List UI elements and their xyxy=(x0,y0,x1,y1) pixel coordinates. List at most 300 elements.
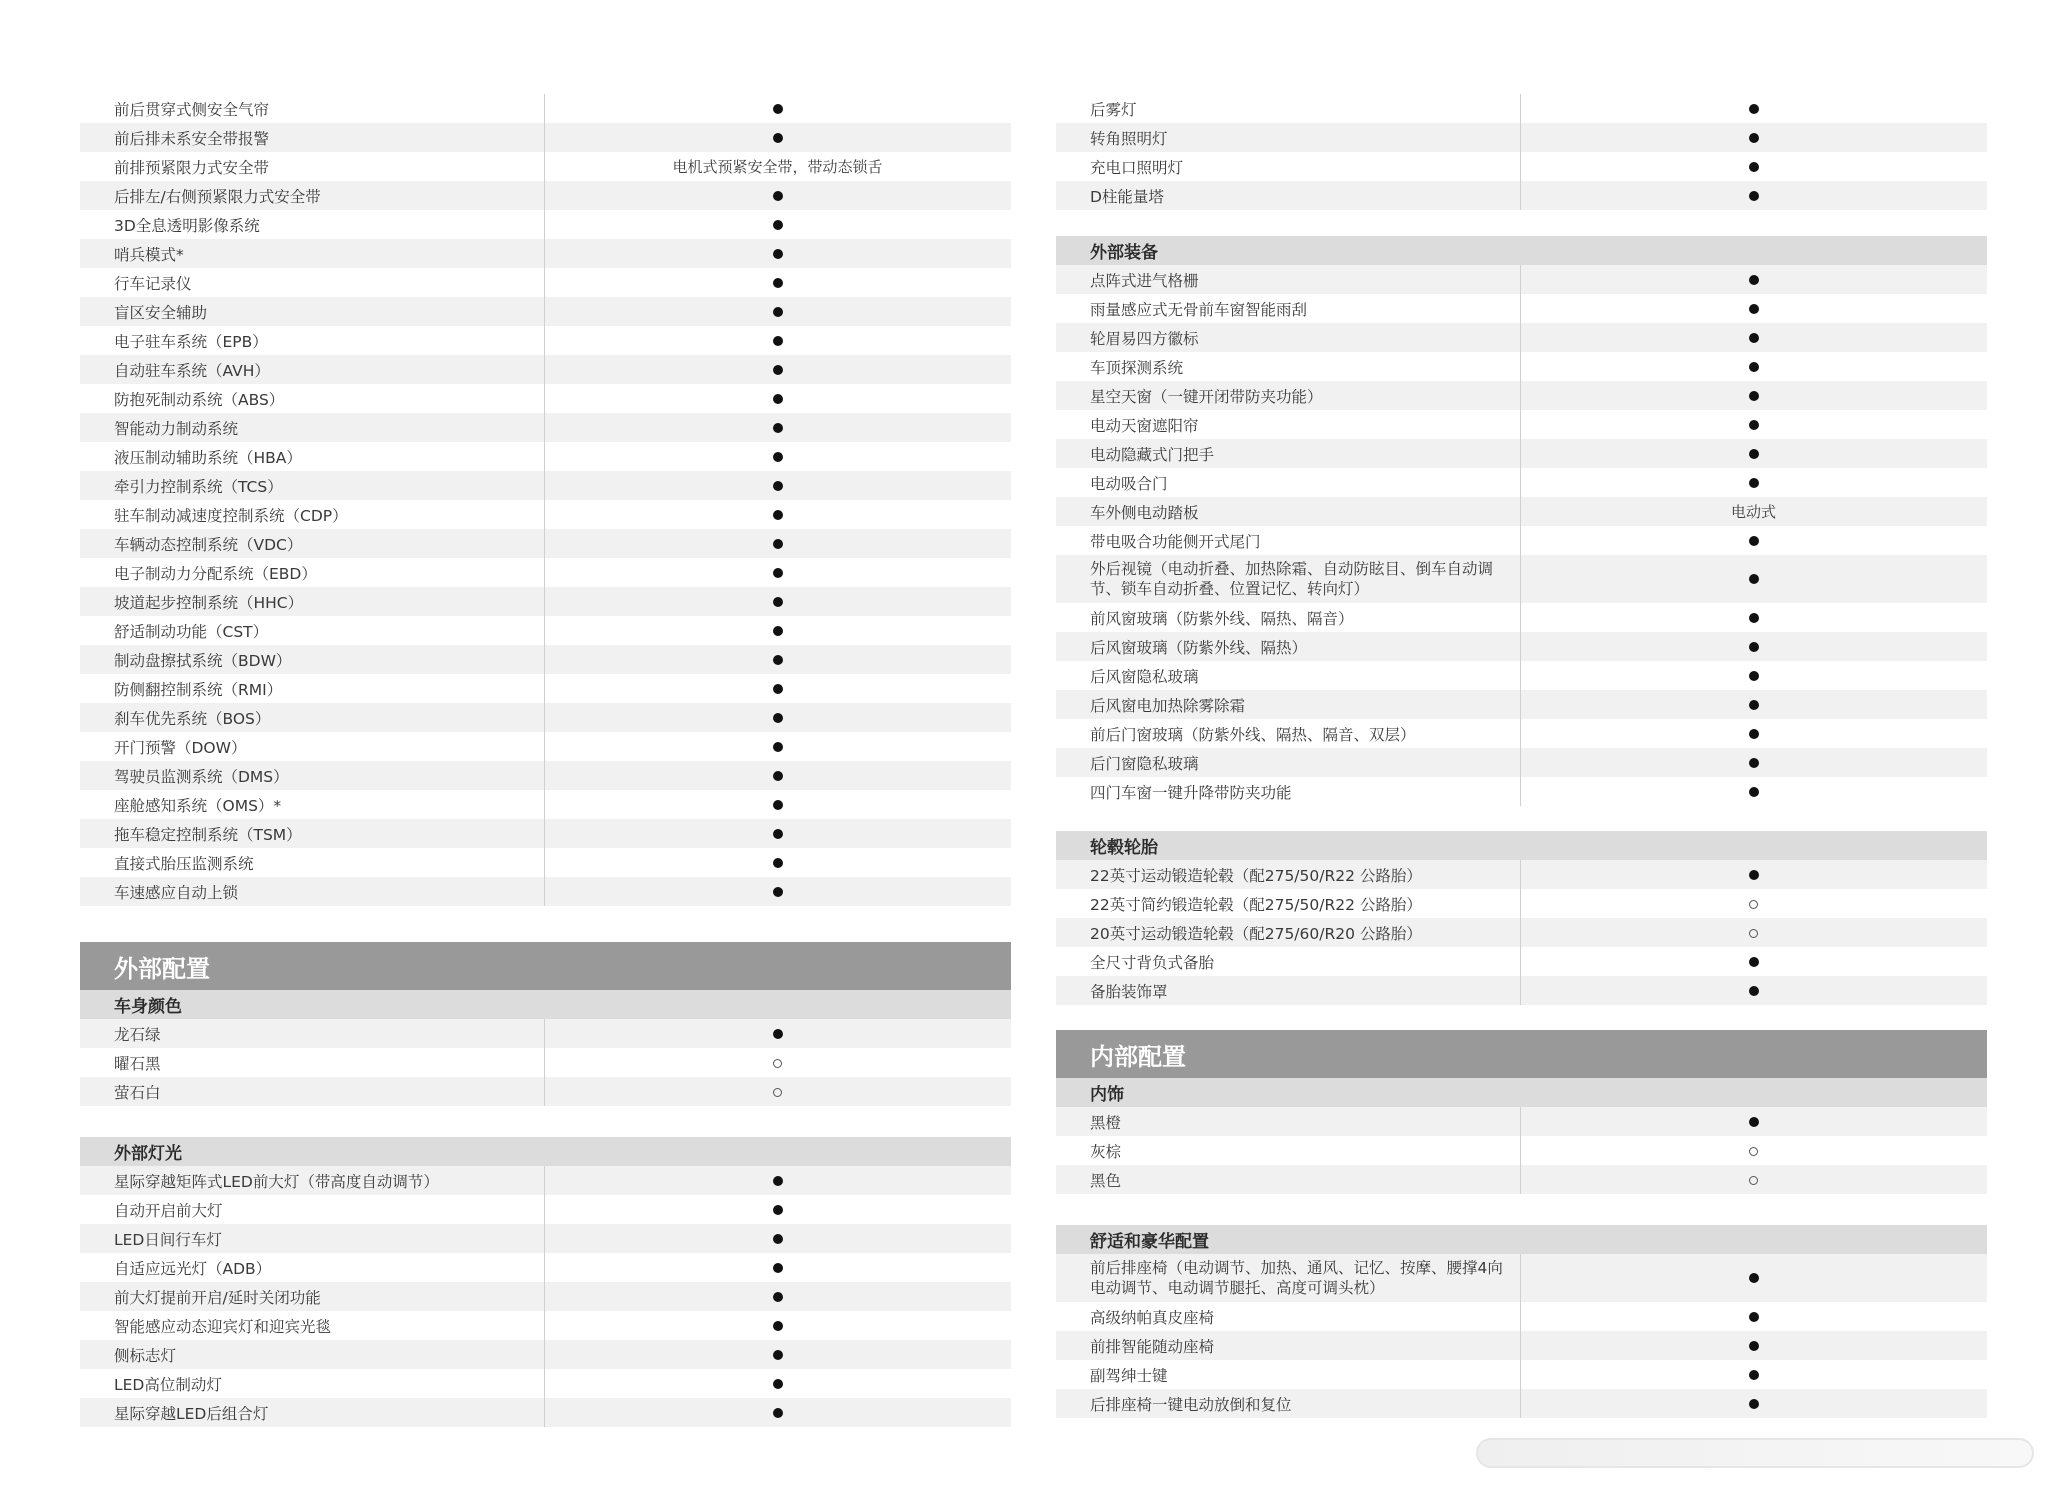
spec-row xyxy=(1056,323,1987,352)
spec-row xyxy=(1056,555,1987,603)
standard-mark-icon xyxy=(773,278,783,288)
optional-mark-icon xyxy=(1749,900,1758,909)
spec-value xyxy=(544,883,1011,901)
column-divider xyxy=(1520,381,1521,410)
spec-value xyxy=(1520,696,1987,714)
spec-value xyxy=(544,1054,1011,1072)
column-divider xyxy=(544,297,545,326)
spec-row xyxy=(80,1019,1011,1048)
spec-row xyxy=(1056,661,1987,690)
spec-value xyxy=(544,100,1011,118)
standard-mark-icon xyxy=(1749,133,1759,143)
column-divider xyxy=(1520,719,1521,748)
standard-mark-icon xyxy=(1749,1399,1759,1409)
standard-mark-icon xyxy=(1749,613,1759,623)
spec-value xyxy=(544,1025,1011,1043)
column-divider xyxy=(1520,632,1521,661)
column-divider xyxy=(1520,1165,1521,1194)
spec-row xyxy=(80,384,1011,413)
standard-mark-icon xyxy=(773,887,783,897)
spec-value xyxy=(544,506,1011,524)
column-divider xyxy=(544,848,545,877)
spec-label: 3D全息透明影像系统 xyxy=(114,216,260,235)
spec-value: 电机式预紧安全带，带动态锁舌 xyxy=(672,158,883,176)
column-divider xyxy=(544,1282,545,1311)
spec-label: 防抱死制动系统（ABS） xyxy=(114,390,285,409)
column-divider xyxy=(1520,947,1521,976)
standard-mark-icon xyxy=(773,423,783,433)
standard-mark-icon xyxy=(773,1321,783,1331)
spec-label: 后排左/右侧预紧限力式安全带 xyxy=(114,187,321,206)
spec-row xyxy=(80,1369,1011,1398)
column-divider xyxy=(544,442,545,471)
spec-value xyxy=(1520,1337,1987,1355)
spec-row xyxy=(1056,1254,1987,1302)
spec-row xyxy=(80,326,1011,355)
column-divider xyxy=(1520,152,1521,181)
standard-mark-icon xyxy=(773,1029,783,1039)
spec-value xyxy=(1520,271,1987,289)
safety-table xyxy=(80,94,1011,906)
spec-value xyxy=(544,854,1011,872)
spec-value xyxy=(1520,1395,1987,1413)
spec-label: 后风窗隐私玻璃 xyxy=(1090,667,1199,686)
column-divider xyxy=(1520,294,1521,323)
spec-value xyxy=(1520,783,1987,801)
spec-row xyxy=(1056,439,1987,468)
spec-label: 牵引力控制系统（TCS） xyxy=(114,477,283,496)
spec-row xyxy=(80,1048,1011,1077)
column-divider xyxy=(1520,181,1521,210)
spec-value xyxy=(1520,638,1987,656)
column-divider xyxy=(544,558,545,587)
spec-value xyxy=(544,303,1011,321)
standard-mark-icon xyxy=(1749,449,1759,459)
standard-mark-icon xyxy=(1749,1370,1759,1380)
spec-row xyxy=(80,1195,1011,1224)
spec-value xyxy=(1520,387,1987,405)
spec-label: 灰棕 xyxy=(1090,1142,1122,1161)
standard-mark-icon xyxy=(1749,671,1759,681)
spec-label: 自适应远光灯（ADB） xyxy=(114,1259,272,1278)
spec-value xyxy=(1520,609,1987,627)
spec-label: 四门车窗一键升降带防夹功能 xyxy=(1090,783,1292,802)
column-divider xyxy=(544,1253,545,1282)
column-divider xyxy=(544,819,545,848)
spec-row xyxy=(80,1340,1011,1369)
spec-value xyxy=(544,709,1011,727)
spec-value xyxy=(544,1375,1011,1393)
spec-value xyxy=(544,390,1011,408)
spec-label: 前后排未系安全带报警 xyxy=(114,129,270,148)
spec-label: 液压制动辅助系统（HBA） xyxy=(114,448,302,467)
standard-mark-icon xyxy=(773,568,783,578)
spec-value xyxy=(1520,754,1987,772)
spec-row xyxy=(80,268,1011,297)
spec-row xyxy=(80,1166,1011,1195)
column-divider xyxy=(544,529,545,558)
section-header-exterior: 外部配置 xyxy=(80,942,1011,990)
spec-label: 黑色 xyxy=(1090,1171,1122,1190)
spec-label: 前大灯提前开启/延时关闭功能 xyxy=(114,1288,321,1307)
subsection-header-comfort: 舒适和豪华配置 xyxy=(1056,1225,1987,1254)
standard-mark-icon xyxy=(773,626,783,636)
spec-label: 自动开启前大灯 xyxy=(114,1201,223,1220)
spec-label: 智能感应动态迎宾灯和迎宾光毯 xyxy=(114,1317,332,1336)
column-divider xyxy=(544,1019,545,1048)
spec-label: 萤石白 xyxy=(114,1083,161,1102)
column-divider xyxy=(544,1340,545,1369)
column-divider xyxy=(544,268,545,297)
spec-row xyxy=(80,674,1011,703)
spec-label: 前风窗玻璃（防紫外线、隔热、隔音） xyxy=(1090,609,1354,628)
spec-label: 直接式胎压监测系统 xyxy=(114,854,254,873)
spec-value xyxy=(544,1083,1011,1101)
spec-row xyxy=(1056,294,1987,323)
spec-row xyxy=(1056,889,1987,918)
standard-mark-icon xyxy=(1749,1117,1759,1127)
spec-label: 开门预警（DOW） xyxy=(114,738,247,757)
standard-mark-icon xyxy=(773,394,783,404)
standard-mark-icon xyxy=(1749,986,1759,996)
column-divider xyxy=(544,1077,545,1106)
spec-value xyxy=(1520,158,1987,176)
column-divider xyxy=(544,384,545,413)
column-divider xyxy=(1520,777,1521,806)
spec-value xyxy=(1520,300,1987,318)
spec-value xyxy=(544,593,1011,611)
column-divider xyxy=(544,877,545,906)
spec-label: 转角照明灯 xyxy=(1090,129,1168,148)
standard-mark-icon xyxy=(773,365,783,375)
standard-mark-icon xyxy=(773,684,783,694)
section-header-interior: 内部配置 xyxy=(1056,1030,1987,1078)
spec-row xyxy=(80,790,1011,819)
lighting-continued-table xyxy=(1056,94,1987,210)
spec-label: 龙石绿 xyxy=(114,1025,161,1044)
standard-mark-icon xyxy=(1749,304,1759,314)
spec-value xyxy=(544,448,1011,466)
spec-value xyxy=(544,216,1011,234)
spec-row xyxy=(1056,748,1987,777)
standard-mark-icon xyxy=(773,800,783,810)
standard-mark-icon xyxy=(773,1234,783,1244)
spec-label: 22英寸运动锻造轮毂（配275/50/R22 公路胎） xyxy=(1090,866,1422,885)
spec-value: 电动式 xyxy=(1730,503,1776,521)
spec-value xyxy=(1520,1269,1987,1287)
spec-label: 后门窗隐私玻璃 xyxy=(1090,754,1199,773)
spec-row xyxy=(1056,526,1987,555)
spec-row xyxy=(80,239,1011,268)
standard-mark-icon xyxy=(1749,642,1759,652)
standard-mark-icon xyxy=(773,452,783,462)
spec-row xyxy=(80,413,1011,442)
standard-mark-icon xyxy=(773,191,783,201)
spec-value xyxy=(1520,474,1987,492)
spec-value xyxy=(544,680,1011,698)
spec-row xyxy=(1056,410,1987,439)
spec-row xyxy=(1056,94,1987,123)
standard-mark-icon xyxy=(1749,191,1759,201)
spec-label: 22英寸简约锻造轮毂（配275/50/R22 公路胎） xyxy=(1090,895,1422,914)
spec-value xyxy=(1520,1366,1987,1384)
standard-mark-icon xyxy=(1749,758,1759,768)
spec-row xyxy=(80,529,1011,558)
standard-mark-icon xyxy=(1749,787,1759,797)
spec-value xyxy=(544,1288,1011,1306)
standard-mark-icon xyxy=(773,597,783,607)
subsection-header-trim: 内饰 xyxy=(1056,1078,1987,1107)
spec-value xyxy=(544,825,1011,843)
standard-mark-icon xyxy=(1749,275,1759,285)
column-divider xyxy=(544,500,545,529)
spec-label: 车外侧电动踏板 xyxy=(1090,503,1199,522)
standard-mark-icon xyxy=(773,1205,783,1215)
spec-label: 制动盘擦拭系统（BDW） xyxy=(114,651,292,670)
spec-label: 电子制动力分配系统（EBD） xyxy=(114,564,317,583)
spec-row xyxy=(80,616,1011,645)
spec-value xyxy=(544,796,1011,814)
spec-label: 充电口照明灯 xyxy=(1090,158,1184,177)
standard-mark-icon xyxy=(773,858,783,868)
spec-value xyxy=(544,651,1011,669)
spec-row xyxy=(80,210,1011,239)
spec-value xyxy=(544,1172,1011,1190)
spec-row xyxy=(80,500,1011,529)
spec-label: 侧标志灯 xyxy=(114,1346,177,1365)
standard-mark-icon xyxy=(1749,420,1759,430)
column-divider xyxy=(544,123,545,152)
column-divider xyxy=(544,1311,545,1340)
spec-row xyxy=(1056,947,1987,976)
column-divider xyxy=(1520,265,1521,294)
standard-mark-icon xyxy=(773,1408,783,1418)
spec-value xyxy=(1520,1113,1987,1131)
spec-value xyxy=(1520,1142,1987,1160)
spec-row xyxy=(1056,1360,1987,1389)
standard-mark-icon xyxy=(1749,104,1759,114)
spec-label: 车速感应自动上锁 xyxy=(114,883,239,902)
spec-label: 驻车制动减速度控制系统（CDP） xyxy=(114,506,348,525)
column-divider xyxy=(1520,1360,1521,1389)
spec-label: 星空天窗（一键开闭带防夹功能） xyxy=(1090,387,1323,406)
spec-value xyxy=(1520,532,1987,550)
standard-mark-icon xyxy=(1749,333,1759,343)
spec-row xyxy=(80,297,1011,326)
column-divider xyxy=(1520,410,1521,439)
column-divider xyxy=(544,413,545,442)
spec-label: 曜石黑 xyxy=(114,1054,161,1073)
spec-row xyxy=(1056,1136,1987,1165)
spec-row xyxy=(80,761,1011,790)
column-divider xyxy=(1520,555,1521,603)
column-divider xyxy=(544,210,545,239)
spec-label: 防侧翻控制系统（RMI） xyxy=(114,680,283,699)
spec-value xyxy=(1520,1308,1987,1326)
exterior-lighting-table xyxy=(80,1166,1011,1427)
spec-value xyxy=(1520,129,1987,147)
column-divider xyxy=(544,326,545,355)
column-divider xyxy=(544,761,545,790)
spec-value xyxy=(1520,570,1987,588)
standard-mark-icon xyxy=(1749,391,1759,401)
spec-value xyxy=(1520,895,1987,913)
column-divider xyxy=(1520,661,1521,690)
spec-value xyxy=(544,622,1011,640)
spec-row xyxy=(80,94,1011,123)
spec-label: 电子驻车系统（EPB） xyxy=(114,332,268,351)
spec-row xyxy=(1056,777,1987,806)
column-divider xyxy=(1520,690,1521,719)
column-divider xyxy=(1520,352,1521,381)
spec-row xyxy=(1056,1165,1987,1194)
spec-row xyxy=(1056,860,1987,889)
spec-row xyxy=(1056,1302,1987,1331)
spec-row xyxy=(80,355,1011,384)
standard-mark-icon xyxy=(1749,1312,1759,1322)
spec-label: 带电吸合功能侧开式尾门 xyxy=(1090,532,1261,551)
standard-mark-icon xyxy=(773,481,783,491)
standard-mark-icon xyxy=(1749,870,1759,880)
column-divider xyxy=(1520,439,1521,468)
spec-row xyxy=(80,558,1011,587)
spec-label: 电动隐藏式门把手 xyxy=(1090,445,1215,464)
standard-mark-icon xyxy=(1749,957,1759,967)
spec-label: 雨量感应式无骨前车窗智能雨刮 xyxy=(1090,300,1308,319)
column-divider xyxy=(544,703,545,732)
spec-row xyxy=(80,471,1011,500)
spec-value xyxy=(544,1404,1011,1422)
optional-mark-icon xyxy=(773,1059,782,1068)
subsection-header-wheels: 轮毂轮胎 xyxy=(1056,831,1987,860)
column-divider xyxy=(1520,526,1521,555)
standard-mark-icon xyxy=(773,1263,783,1273)
spec-value xyxy=(544,245,1011,263)
spec-value xyxy=(544,1201,1011,1219)
standard-mark-icon xyxy=(1749,1273,1759,1283)
standard-mark-icon xyxy=(1749,362,1759,372)
spec-label: 前排智能随动座椅 xyxy=(1090,1337,1215,1356)
spec-row xyxy=(1056,1331,1987,1360)
spec-row xyxy=(80,732,1011,761)
spec-label: 前排预紧限力式安全带 xyxy=(114,158,270,177)
spec-label: 后风窗玻璃（防紫外线、隔热） xyxy=(1090,638,1308,657)
standard-mark-icon xyxy=(773,249,783,259)
spec-value xyxy=(1520,329,1987,347)
spec-label: 驾驶员监测系统（DMS） xyxy=(114,767,289,786)
column-divider xyxy=(1520,918,1521,947)
spec-row xyxy=(1056,719,1987,748)
spec-label: 哨兵模式* xyxy=(114,245,184,264)
standard-mark-icon xyxy=(1749,574,1759,584)
spec-row xyxy=(80,645,1011,674)
trim-table xyxy=(1056,1107,1987,1194)
standard-mark-icon xyxy=(773,829,783,839)
spec-label: 全尺寸背负式备胎 xyxy=(1090,953,1215,972)
standard-mark-icon xyxy=(773,104,783,114)
standard-mark-icon xyxy=(1749,162,1759,172)
spec-label: 轮眉易四方徽标 xyxy=(1090,329,1199,348)
column-divider xyxy=(1520,323,1521,352)
spec-value xyxy=(1520,725,1987,743)
spec-row xyxy=(1056,632,1987,661)
subsection-header-body-color: 车身颜色 xyxy=(80,990,1011,1019)
body-color-table xyxy=(80,1019,1011,1106)
column-divider xyxy=(544,1224,545,1253)
standard-mark-icon xyxy=(773,771,783,781)
spec-value xyxy=(544,477,1011,495)
spec-label: 自动驻车系统（AVH） xyxy=(114,361,270,380)
spec-label: 盲区安全辅助 xyxy=(114,303,208,322)
column-divider xyxy=(544,239,545,268)
spec-row xyxy=(1056,1389,1987,1418)
subsection-header-exterior-lighting: 外部灯光 xyxy=(80,1137,1011,1166)
spec-label: 刹车优先系统（BOS） xyxy=(114,709,271,728)
spec-value xyxy=(544,274,1011,292)
spec-value xyxy=(544,332,1011,350)
standard-mark-icon xyxy=(1749,700,1759,710)
spec-value xyxy=(544,1230,1011,1248)
spec-label: 星际穿越LED后组合灯 xyxy=(114,1404,269,1423)
spec-label: 外后视镜（电动折叠、加热除霜、自动防眩目、倒车自动调节、锁车自动折叠、位置记忆、转向灯） xyxy=(1090,560,1494,598)
spec-row xyxy=(80,1311,1011,1340)
spec-row xyxy=(1056,265,1987,294)
spec-row xyxy=(80,442,1011,471)
column-divider xyxy=(544,587,545,616)
standard-mark-icon xyxy=(773,539,783,549)
column-divider xyxy=(544,1048,545,1077)
spec-value xyxy=(544,129,1011,147)
spec-label: 车顶探测系统 xyxy=(1090,358,1184,377)
standard-mark-icon xyxy=(773,1379,783,1389)
standard-mark-icon xyxy=(1749,1341,1759,1351)
spec-label: 后风窗电加热除雾除霜 xyxy=(1090,696,1246,715)
spec-row xyxy=(1056,497,1987,526)
spec-value xyxy=(1520,416,1987,434)
spec-value xyxy=(1520,187,1987,205)
column-divider xyxy=(1520,976,1521,1005)
spec-value xyxy=(1520,982,1987,1000)
column-divider xyxy=(544,1195,545,1224)
spec-label: 黑橙 xyxy=(1090,1113,1122,1132)
spec-row xyxy=(1056,152,1987,181)
spec-row xyxy=(1056,352,1987,381)
spec-value xyxy=(1520,866,1987,884)
spec-row xyxy=(80,848,1011,877)
standard-mark-icon xyxy=(773,510,783,520)
standard-mark-icon xyxy=(773,307,783,317)
standard-mark-icon xyxy=(1749,729,1759,739)
column-divider xyxy=(1520,603,1521,632)
column-divider xyxy=(544,616,545,645)
spec-label: 拖车稳定控制系统（TSM） xyxy=(114,825,302,844)
spec-row xyxy=(1056,181,1987,210)
spec-value xyxy=(1520,1171,1987,1189)
standard-mark-icon xyxy=(773,336,783,346)
standard-mark-icon xyxy=(773,133,783,143)
spec-value xyxy=(544,361,1011,379)
standard-mark-icon xyxy=(1749,478,1759,488)
spec-label: 副驾绅士键 xyxy=(1090,1366,1168,1385)
right-column xyxy=(1056,94,1987,1418)
spec-row xyxy=(1056,918,1987,947)
spec-label: 智能动力制动系统 xyxy=(114,419,239,438)
spec-value xyxy=(544,535,1011,553)
spec-row xyxy=(80,181,1011,210)
spec-row xyxy=(1056,381,1987,410)
column-divider xyxy=(1520,860,1521,889)
spec-label: 高级纳帕真皮座椅 xyxy=(1090,1308,1215,1327)
